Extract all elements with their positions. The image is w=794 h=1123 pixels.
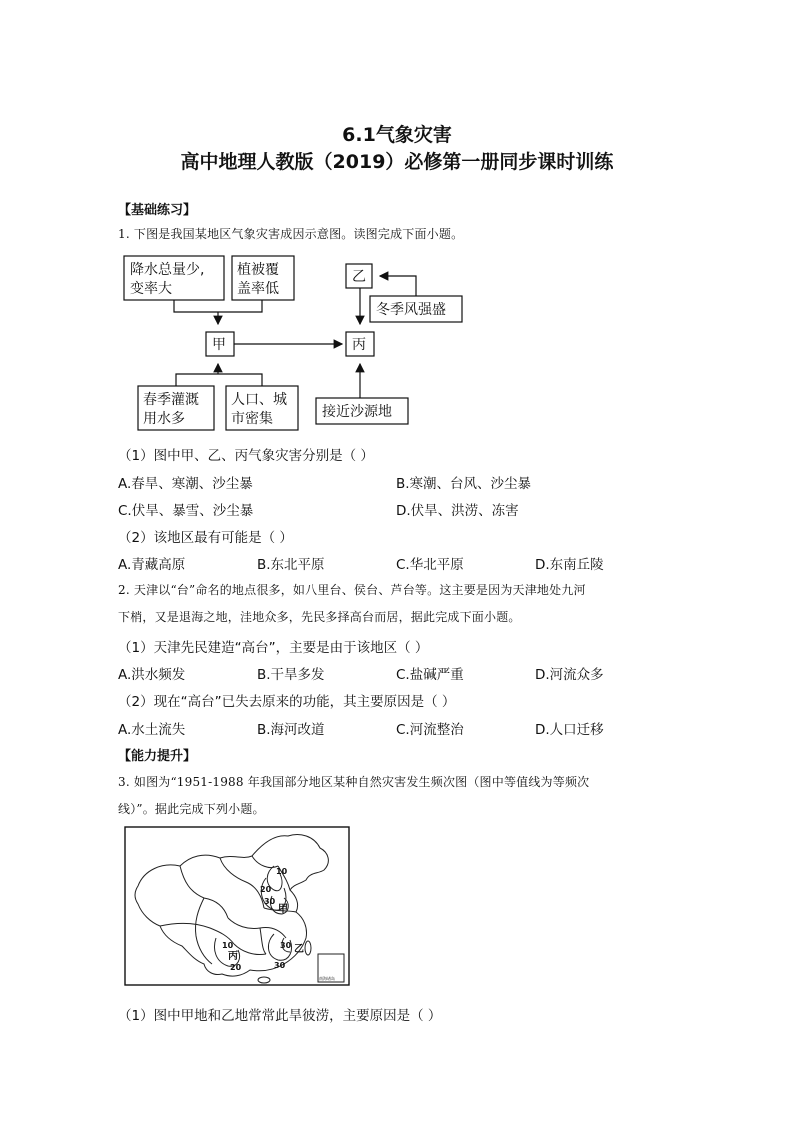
box-sand-source-text: 接近沙源地	[322, 404, 392, 420]
map-point-jia: 甲	[278, 904, 288, 915]
box-population-text-1: 人口、城	[231, 392, 287, 408]
option-1-1-c[interactable]: C.伏旱、暴雪、沙尘暴	[118, 503, 254, 519]
map-point-yi: 乙	[294, 944, 304, 955]
option-1-2-b[interactable]: B.东北平原	[257, 557, 325, 573]
option-1-2-c[interactable]: C.华北平原	[396, 557, 464, 573]
option-2-2-c[interactable]: C.河流整治	[396, 722, 464, 738]
box-bing-text: 丙	[352, 337, 366, 353]
option-1-1-b[interactable]: B.寒潮、台风、沙尘暴	[396, 476, 532, 492]
section-heading-basic: 【基础练习】	[118, 203, 197, 218]
title-line-2: 高中地理人教版（2019）必修第一册同步课时训练	[180, 151, 614, 173]
isoline-label-20-north: 20	[260, 885, 272, 894]
hazard-cause-diagram	[120, 252, 480, 432]
box-population-text-2: 市密集	[231, 411, 273, 427]
box-irrigation-text-1: 春季灌溉	[143, 392, 199, 408]
section-heading-advanced: 【能力提升】	[118, 749, 197, 764]
option-2-1-b[interactable]: B.干旱多发	[257, 667, 325, 683]
question-1-stem: 1. 下图是我国某地区气象灾害成因示意图。读图完成下面小题。	[118, 227, 464, 241]
box-rainfall-text-2: 变率大	[130, 281, 172, 297]
option-1-2-a[interactable]: A.青藏高原	[118, 557, 186, 573]
box-jia-text: 甲	[212, 337, 226, 353]
option-2-1-d[interactable]: D.河流众多	[535, 667, 604, 683]
map-point-bing: 丙	[228, 951, 238, 962]
box-rainfall-text-1: 降水总量少,	[130, 262, 205, 278]
option-1-2-d[interactable]: D.东南丘陵	[535, 557, 604, 573]
china-hazard-frequency-map	[124, 826, 350, 986]
question-3-stem-line-1: 3. 如图为“1951-1988 年我国部分地区某种自然灾害发生频次图（图中等值线为等频次	[118, 775, 590, 789]
isoline-label-30-north: 30	[264, 897, 276, 906]
isoline-label-10-north: 10	[276, 867, 288, 876]
question-1-sub-1: （1）图中甲、乙、丙气象灾害分别是（ ）	[118, 448, 374, 464]
option-2-1-c[interactable]: C.盐碱严重	[396, 667, 464, 683]
title-line-1: 6.1气象灾害	[342, 124, 452, 146]
option-2-2-d[interactable]: D.人口迁移	[535, 722, 604, 738]
question-2-sub-1: （1）天津先民建造“高台”，主要是由于该地区（ ）	[118, 640, 429, 656]
question-2-stem-line-1: 2. 天津以“台”命名的地点很多，如八里台、侯台、芦台等。这主要是因为天津地处九河	[118, 583, 586, 597]
option-1-1-a[interactable]: A.春旱、寒潮、沙尘暴	[118, 476, 253, 492]
box-irrigation-text-2: 用水多	[143, 411, 185, 427]
option-2-2-a[interactable]: A.水土流失	[118, 722, 186, 738]
question-3-stem-line-2: 线）”。据此完成下列小题。	[118, 802, 265, 816]
question-2-stem-line-2: 下梢，又是退海之地，洼地众多，先民多择高台而居，据此完成下面小题。	[118, 610, 521, 624]
isoline-label-20-south: 20	[230, 963, 242, 972]
box-vegetation-text-1: 植被覆	[237, 262, 279, 278]
question-3-sub-1: （1）图中甲地和乙地常常此旱彼涝，主要原因是（ ）	[118, 1008, 442, 1024]
option-2-1-a[interactable]: A.洪水频发	[118, 667, 186, 683]
option-1-1-d[interactable]: D.伏旱、洪涝、冻害	[396, 503, 519, 519]
inset-label: 南海诸岛	[319, 976, 335, 981]
question-2-sub-2: （2）现在“高台”已失去原来的功能，其主要原因是（ ）	[118, 694, 456, 710]
isoline-label-30-southeast: 30	[274, 961, 286, 970]
box-yi-text: 乙	[352, 269, 366, 285]
isoline-label-10-south: 10	[222, 941, 234, 950]
isoline-label-30-east: 30	[280, 941, 292, 950]
option-2-2-b[interactable]: B.海河改道	[257, 722, 325, 738]
box-vegetation-text-2: 盖率低	[237, 281, 279, 297]
box-winter-monsoon-text: 冬季风强盛	[376, 302, 446, 318]
question-1-sub-2: （2）该地区最有可能是（ ）	[118, 530, 293, 546]
